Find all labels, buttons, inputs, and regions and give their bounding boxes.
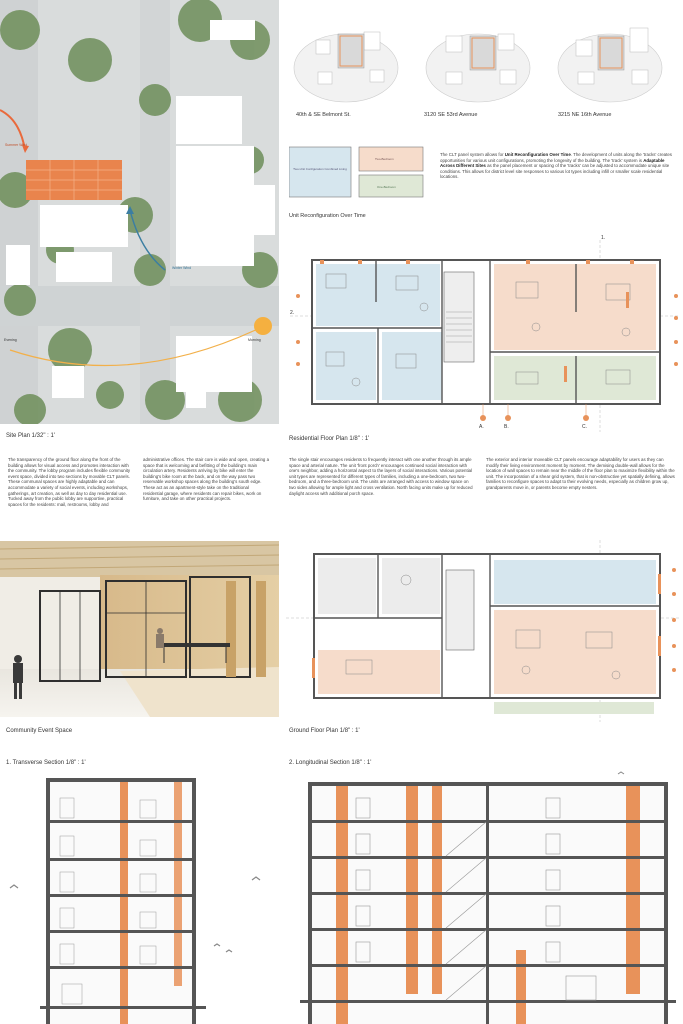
- residential-floor-plan: [286, 232, 680, 432]
- reconfig-label-c: One-Bedroom: [377, 185, 396, 189]
- site-model-3: [558, 28, 662, 102]
- site-model-2: [426, 34, 530, 102]
- unit-reconfig-text: The CLT panel system allows for Unit Reconfiguration Over Time. The development of units along the 'tracks' creates opportunities for various unit configurations, promoting the longevity of the building. The 'track' system is Adaptable Across Different Sites as the panel placement or spacing of the 'tracks' can be adjusted to accommodate unique site conditions. This allows for district level site responses to various lot types including infill or smaller scale residential locations.: [440, 152, 672, 180]
- grid-marker-c: C.: [582, 424, 587, 430]
- site-model-1: [294, 32, 398, 102]
- stair-text: The single stair encourages residents to frequently interact with one another through its ample space and arterial nature. The unit 'front porch' encourages continued social interaction with one's neighbor, adding a horizontal aspect to the layers of social interactions. Various potential unit types are represented for different types of families, including a one-bedroom, two two-bedroom, and a three-bedroom unit. The units are arranged with access to window space on two sides allowing for ample light and cross ventilation. North facing units make up for reduced daylight access with additional porch space.: [289, 457, 473, 496]
- community-event-render: [0, 541, 279, 717]
- site-model-caption-1: 40th & SE Belmont St.: [296, 112, 351, 118]
- reconfig-label-a: Two-Unit Configuration Combined Living: [293, 167, 347, 171]
- grid-marker-1: 1.: [601, 235, 606, 241]
- grid-marker-2: 2.: [290, 310, 295, 316]
- longitudinal-section: [286, 770, 680, 1024]
- evening-label: Evening: [4, 338, 17, 342]
- unit-reconfig-diagram: [289, 145, 424, 205]
- grid-marker-a: A.: [479, 424, 484, 430]
- longitudinal-section-caption: 2. Longitudinal Section 1/8" : 1': [289, 760, 372, 766]
- unit-reconfig-caption: Unit Reconfiguration Over Time: [289, 213, 366, 219]
- grid-marker-b: B.: [504, 424, 509, 430]
- ground-plan-caption: Ground Floor Plan 1/8" : 1': [289, 728, 360, 734]
- site-model-caption-2: 3120 SE 53rd Avenue: [424, 112, 478, 118]
- reconfig-label-b: Two-Bedroom: [375, 157, 394, 161]
- lobby-text: The transparency of the ground floor along the front of the building allows for visual access and promotes interaction with the community. The lobby program includes flexible community event space, divided into two sections by movable CLT panels. These communal spaces are highly adaptable and can accommodate a variety of social events, including workshops, gatherings, art creation, as well as day to day residential use. Tucked away from the public lobby are supportive, practical spaces for the residents: mail, restrooms, lobby and administrative offices. The stair core is wide and open, creating a space that is welcoming and befitting of the building's main circulation artery. Residents arriving by bike will enter the building's bike room at the back, and on the way pass two reservable workshop spaces along the building's south edge. These act as an apartment-style take on the traditional residential garage, where residents can repair bikes, work on furniture, and take on other practical projects.: [8, 457, 270, 507]
- site-model-caption-3: 3215 NE 16th Avenue: [558, 112, 612, 118]
- winter-wind-label: Winter Wind: [172, 266, 192, 270]
- ground-floor-plan: [286, 540, 680, 722]
- panels-text: The exterior and interior moveable CLT panels encourage adaptability for users as they can modify their living environment moment by moment. The demising double-wall allows for the location of wall spaces to remain near the middle of the floor plan to maximize flexibility within the unit. The incorporation of a shear grid system, that is non-obstructive yet spatially defining, allows families to reconfigure spaces to adapt to their evolving needs, especially as children grow up, grandparents move in, or parents become empty nesters.: [486, 457, 675, 490]
- morning-label: Morning: [248, 338, 261, 342]
- transverse-section: [0, 770, 279, 1024]
- community-render-caption: Community Event Space: [6, 728, 73, 734]
- transverse-section-caption: 1. Transverse Section 1/8" : 1': [6, 760, 86, 766]
- site-plan: [0, 0, 279, 424]
- summer-wind-label: Summer Wind: [5, 143, 28, 147]
- residential-plan-caption: Residential Floor Plan 1/8" : 1': [289, 436, 370, 442]
- site-plan-caption: Site Plan 1/32" : 1': [6, 433, 55, 439]
